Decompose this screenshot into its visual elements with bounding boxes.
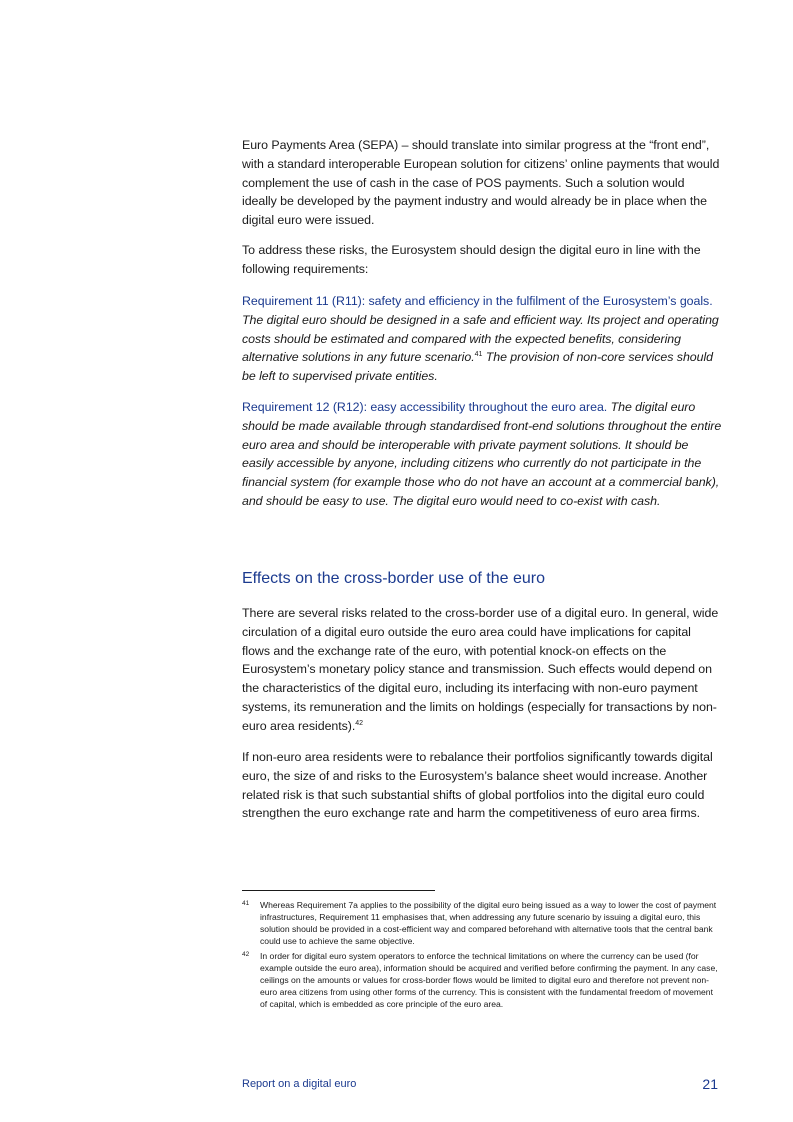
footnote-text: In order for digital euro system operators to enforce the technical limitations on where the currency can be used (for example outside the euro area), information should be acquired and verified before confirming the payment. In any case, ceilings on the amounts or values for cross-border flows would be limited to digital euro and therefore not prevent non-euro area citizens from using other forms of the currency. This is consistent with the fundamental freedom of movement of capital, which is embedded as core principle of the euro area. [260,951,718,1009]
footnote-number: 42 [242,951,250,958]
footnote-divider [242,890,435,891]
body-text: If non-euro area residents were to rebalance their portfolios significantly towards digital euro, the size of and risks to the Eurosystem’s balance sheet would increase. Another related risk is that such substantial shifts of global portfolios into the digital euro could strengthen the euro exchange rate and harm the competitiveness of euro area firms. [242,750,713,821]
requirement-11-heading: Requirement 11 (R11): safety and efficiency in the fulfilment of the Eurosystem’s goals. [242,294,713,308]
requirement-11 [242,292,722,386]
paragraph-sepa [242,136,722,230]
cross-border-text: There are several risks related to the cross-border use of a digital euro. In general, wide circulation of a digital euro outside the euro area could have implications for capital flows and the exchange rate of the euro, with potential knock-on effects on the Eurosystem’s monetary policy stance and transmission. Such effects would depend on the characteristics of the digital euro, including its interfacing with non-euro payment systems, its remuneration and the limits on holdings (especially for transactions by non-euro area residents). [242,606,719,733]
footnote-42 [242,950,722,1010]
requirement-12-body: The digital euro should be made available through standardised front-end solutions throughout the entire euro area and should be interoperable with private payment solutions. It should be easily accessible by anyone, including citizens who currently do not participate in the financial system (for example those who do not have an account at a commercial bank), and should be easy to use. The digital euro would need to co-exist with cash. [242,400,722,508]
section-heading: Effects on the cross-border use of the euro [242,570,545,587]
page-number: 21 [702,1076,718,1092]
body-text [242,604,722,736]
footnote-ref-41[interactable]: 41 [474,351,483,359]
paragraph-cross-border-risks [242,604,722,736]
requirement-12-text [242,398,722,511]
footnote-41 [242,899,722,947]
requirement-12 [242,398,722,511]
requirement-11-body: The digital euro should be designed in a safe and efficient way. Its project and operating costs should be estimated and compared with the expected benefits, considering alternative solutions in any future scenario. [242,312,719,365]
requirement-11-text [242,292,722,386]
body-text: Euro Payments Area (SEPA) – should translate into similar progress at the “front end”, with a standard interoperable European solution for citizens’ online payments that would complement the use of cash in the case of POS payments. Such a solution would ideally be developed by the payment industry and would already be in place when the digital euro were issued. [242,138,720,228]
section-cross-border [242,569,722,589]
body-text: To address these risks, the Eurosystem should design the digital euro in line with the following requirements: [242,243,701,276]
footnote-text: Whereas Requirement 7a applies to the possibility of the digital euro being issued as a way to lower the cost of payment infrastructures, Requirement 11 emphasises that, when addressing any future scenario by issuing a digital euro, this solution should be provided in a cost-efficient way and compared beforehand with alternative tools that the central bank could use to achieve the same objective. [260,900,717,946]
footnote-ref-42[interactable]: 42 [355,719,363,727]
paragraph-portfolio-rebalance [242,748,722,823]
footer-report-title: Report on a digital euro [242,1078,357,1090]
paragraph-requirements-intro [242,241,722,279]
requirement-12-heading: Requirement 12 (R12): easy accessibility throughout the euro area. [242,400,608,414]
footnote-number: 41 [242,900,250,907]
requirement-11-body-cont: The provision of non-core services should be left to supervised private entities. [242,350,714,384]
